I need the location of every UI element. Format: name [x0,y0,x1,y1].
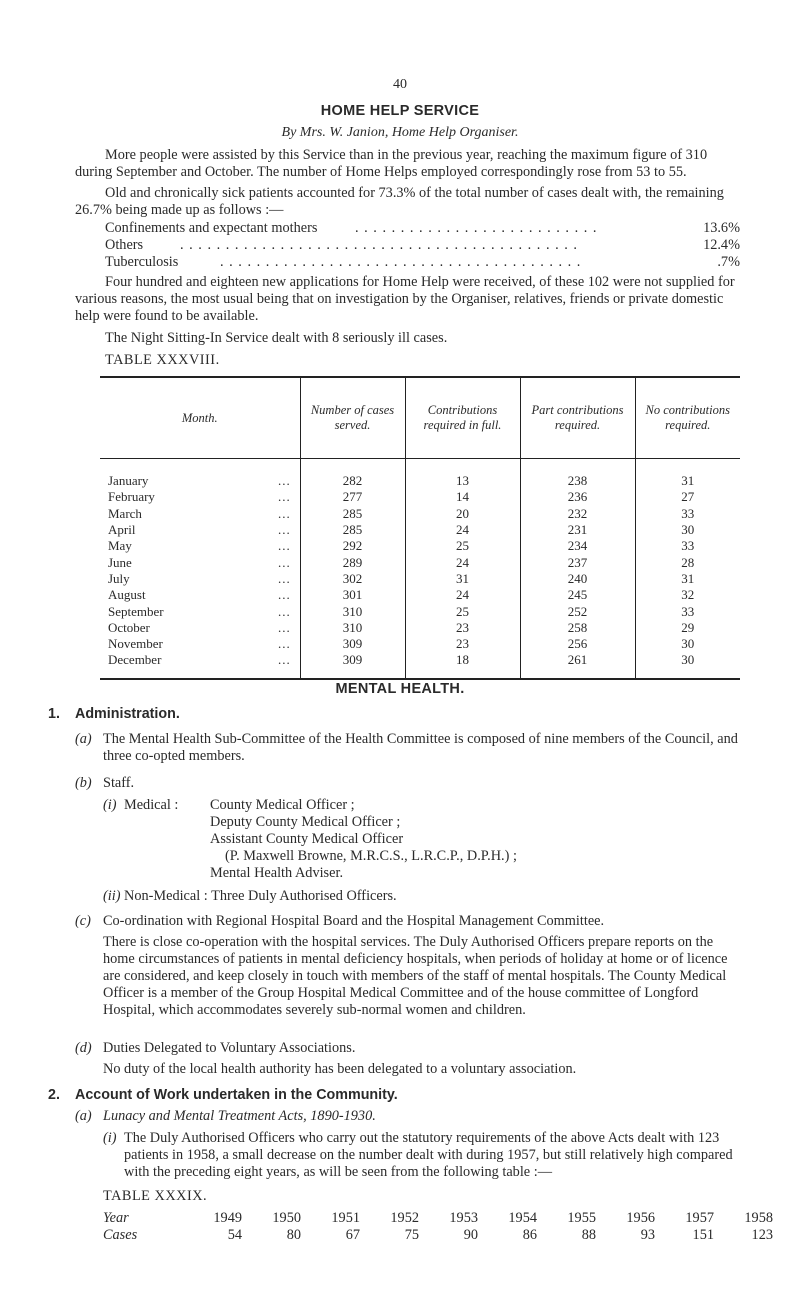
table-39-year: 1950 [272,1210,301,1226]
table-39-year: 1957 [685,1210,714,1226]
table-row [100,620,740,636]
breakdown-value: 12.4% [703,237,740,253]
table-39-cases: 93 [640,1227,655,1243]
cell-month: May ... [108,538,291,554]
cell-full-contributions: 25 [405,603,520,619]
cell-full-contributions: 14 [405,489,520,505]
table-row [100,489,740,505]
cell-cases-served: 310 [300,603,405,619]
medical-staff-line: Deputy County Medical Officer ; [210,814,401,830]
cell-cases-served: 292 [300,538,405,554]
cell-part-contributions: 240 [520,571,635,587]
cell-month: October ... [108,619,291,635]
cell-cases-served: 310 [300,620,405,636]
table-39-year: 1954 [508,1210,537,1226]
leader-dots: . . . . . . . . . . . . . . . . . . . . . . . . . . . . . . . . . . . . . . . . [220,254,582,270]
section-1-title: Administration. [75,706,180,722]
cell-full-contributions: 31 [405,571,520,587]
item-c-title: Co-ordination with Regional Hospital Board and the Hospital Management Committee. [103,913,605,929]
item-b-i-label: (i) [103,797,117,813]
mental-health-title: MENTAL HEALTH. [335,681,465,697]
breakdown-label: Tuberculosis [105,254,179,270]
cell-part-contributions: 236 [520,489,635,505]
cell-no-contributions: 33 [635,506,740,522]
cell-full-contributions: 24 [405,554,520,570]
table-39-year-label: Year [103,1210,129,1226]
cell-cases-served: 309 [300,636,405,652]
section-1-number: 1. [48,706,60,722]
cell-part-contributions: 237 [520,554,635,570]
table-39-year: 1951 [331,1210,360,1226]
table-38 [100,376,740,680]
cell-month: December ... [100,652,300,679]
cell-month: November ... [108,636,291,652]
cell-no-contributions: 31 [635,459,740,490]
table-39-cases: 75 [404,1227,419,1243]
cell-part-contributions: 234 [520,538,635,554]
table-39-cases: 151 [692,1227,714,1243]
cell-month: March ... [108,505,291,521]
table-39-cases-label: Cases [103,1227,138,1243]
leader-dots: ... [278,619,291,635]
cell-part-contributions: 256 [520,636,635,652]
item-d-label: (d) [75,1040,92,1056]
cell-part-contributions: 238 [520,459,635,490]
breakdown-value: .7% [717,254,740,270]
cell-no-contributions: 29 [635,620,740,636]
breakdown-label: Others [105,237,144,253]
table-row [100,506,740,522]
breakdown-label: Confinements and expectant mothers [105,220,318,236]
table-38-caption: TABLE XXXVIII. [105,352,220,368]
table-39-year: 1958 [744,1210,773,1226]
table-39-year: 1955 [567,1210,596,1226]
table-row [100,571,740,587]
leader-dots: ... [278,603,291,619]
item-2a-i-text: The Duly Authorised Officers who carry out the statutory requirements of the above Acts dealt with 123 patients in 1958, a small decrease on the number dealt with during 1957, but still relatively high compared with the preceding eight years, as will be seen from the following table :— [124,1130,733,1180]
cell-no-contributions: 28 [635,554,740,570]
item-a-text: The Mental Health Sub-Committee of the Health Committee is composed of nine members of the Council, and three co-opted members. [103,731,738,764]
item-b-ii-text: Non-Medical : Three Duly Authorised Officers. [124,888,397,904]
cell-no-contributions: 33 [635,538,740,554]
cell-cases-served: 277 [300,489,405,505]
item-a-label: (a) [75,731,92,747]
item-d-title: Duties Delegated to Voluntary Associations. [103,1040,356,1056]
leader-dots: ... [278,538,291,554]
table-39-year: 1953 [449,1210,478,1226]
column-header-full-contributions: Contributions required in full. [405,377,520,459]
cell-full-contributions: 20 [405,506,520,522]
cell-full-contributions: 25 [405,538,520,554]
page-number: 40 [393,77,407,92]
table-header-row [100,377,740,459]
table-39-cases: 90 [463,1227,478,1243]
cell-full-contributions: 18 [405,652,520,679]
item-2a-title: Lunacy and Mental Treatment Acts, 1890-1930. [103,1108,376,1124]
cell-full-contributions: 24 [405,587,520,603]
cell-month: September ... [108,603,291,619]
cell-month: August ... [108,587,291,603]
leader-dots: ... [278,522,291,538]
cell-cases-served: 285 [300,506,405,522]
item-c-label: (c) [75,913,91,929]
item-d-text: No duty of the local health authority has been delegated to a voluntary association. [103,1061,577,1077]
home-help-para-2: Old and chronically sick patients accounted for 73.3% of the total number of cases dealt with, the remaining 26.7% being made up as follows :— [75,185,724,218]
item-b-title: Staff. [103,775,135,791]
table-row [100,636,740,652]
cell-no-contributions: 30 [635,522,740,538]
medical-staff-line: Assistant County Medical Officer [210,831,404,847]
table-row [100,652,740,679]
home-help-para-4: The Night Sitting-In Service dealt with 8 seriously ill cases. [105,330,448,346]
cell-full-contributions: 23 [405,620,520,636]
item-b-label: (b) [75,775,92,791]
home-help-para-3: Four hundred and eighteen new applications for Home Help were received, of these 102 were not supplied for various reasons, the most usual being that on investigation by the Organiser, relatives, friends or private domestic help were found to be available. [75,274,735,324]
cell-full-contributions: 24 [405,522,520,538]
cell-part-contributions: 232 [520,506,635,522]
leader-dots: ... [278,554,291,570]
table-39-cases: 54 [227,1227,242,1243]
home-help-para-1: More people were assisted by this Service than in the previous year, reaching the maximum figure of 310 during September and October. The number of Home Helps employed correspondingly rose from 53 to 55. [75,147,708,180]
table-39-year: 1956 [626,1210,655,1226]
table-39-cases: 123 [751,1227,773,1243]
cell-month: July ... [108,570,291,586]
column-header-month: Month. [100,377,300,459]
leader-dots: ... [278,505,291,521]
cell-month: January ... [108,473,291,489]
leader-dots: ... [278,652,291,668]
cell-cases-served: 285 [300,522,405,538]
leader-dots: ... [278,587,291,603]
medical-staff-line: County Medical Officer ; [210,797,355,813]
item-b-i-name: Medical : [124,797,179,813]
table-39-cases: 88 [581,1227,596,1243]
cell-part-contributions: 231 [520,522,635,538]
item-c-text: There is close co-operation with the hospital services. The Duly Authorised Officers prepare reports on the home circumstances of patients in mental deficiency hospitals, when periods of holiday at home or of licence are considered, and keep closely in touch with members of the staff of mental hospitals. The County Medical Officer is a member of the Group Hospital Medical Committee and of the house committee of Longford Hospital, which accommodates severely sub-normal women and children. [103,934,728,1018]
breakdown-value: 13.6% [703,220,740,236]
section-2-title: Account of Work undertaken in the Community. [75,1087,398,1103]
medical-staff-line: (P. Maxwell Browne, M.R.C.S., L.R.C.P., D.P.H.) ; [225,848,517,864]
column-header-part-contributions: Part contributions required. [520,377,635,459]
table-row [100,587,740,603]
cell-no-contributions: 32 [635,587,740,603]
cell-month: June ... [108,554,291,570]
cell-cases-served: 282 [300,459,405,490]
leader-dots: ... [278,489,291,505]
cell-full-contributions: 23 [405,636,520,652]
cell-month: April ... [108,522,291,538]
table-39-caption: TABLE XXXIX. [103,1188,208,1204]
cell-cases-served: 309 [300,652,405,679]
cell-part-contributions: 252 [520,603,635,619]
cell-no-contributions: 30 [635,652,740,679]
table-row [100,554,740,570]
column-header-no-contributions: No contributions required. [635,377,740,459]
table-39-cases: 67 [345,1227,360,1243]
table-row [100,538,740,554]
item-2a-label: (a) [75,1108,92,1124]
cell-cases-served: 289 [300,554,405,570]
cell-cases-served: 302 [300,571,405,587]
cell-no-contributions: 31 [635,571,740,587]
leader-dots: ... [278,570,291,586]
leader-dots: ... [278,636,291,652]
cell-no-contributions: 33 [635,603,740,619]
table-39-cases: 80 [286,1227,301,1243]
leader-dots: ... [278,473,291,489]
cell-no-contributions: 30 [635,636,740,652]
table-39-year: 1952 [390,1210,419,1226]
cell-cases-served: 301 [300,587,405,603]
leader-dots: . . . . . . . . . . . . . . . . . . . . . . . . . . . [355,220,598,236]
cell-month: February ... [108,489,291,505]
cell-no-contributions: 27 [635,489,740,505]
table-row [100,459,740,490]
table-row [100,522,740,538]
home-help-byline: By Mrs. W. Janion, Home Help Organiser. [281,125,519,140]
item-2a-i-label: (i) [103,1130,117,1146]
leader-dots: . . . . . . . . . . . . . . . . . . . . . . . . . . . . . . . . . . . . . . . . . . . . [180,237,578,253]
table-39-cases: 86 [522,1227,537,1243]
column-header-cases-served: Number of cases served. [300,377,405,459]
table-39-year: 1949 [213,1210,242,1226]
cell-full-contributions: 13 [405,459,520,490]
section-2-number: 2. [48,1087,60,1103]
medical-staff-line: Mental Health Adviser. [210,865,344,881]
item-b-ii-label: (ii) [103,888,121,904]
table-row [100,603,740,619]
cell-part-contributions: 261 [520,652,635,679]
home-help-title: HOME HELP SERVICE [320,103,480,119]
cell-part-contributions: 245 [520,587,635,603]
cell-part-contributions: 258 [520,620,635,636]
